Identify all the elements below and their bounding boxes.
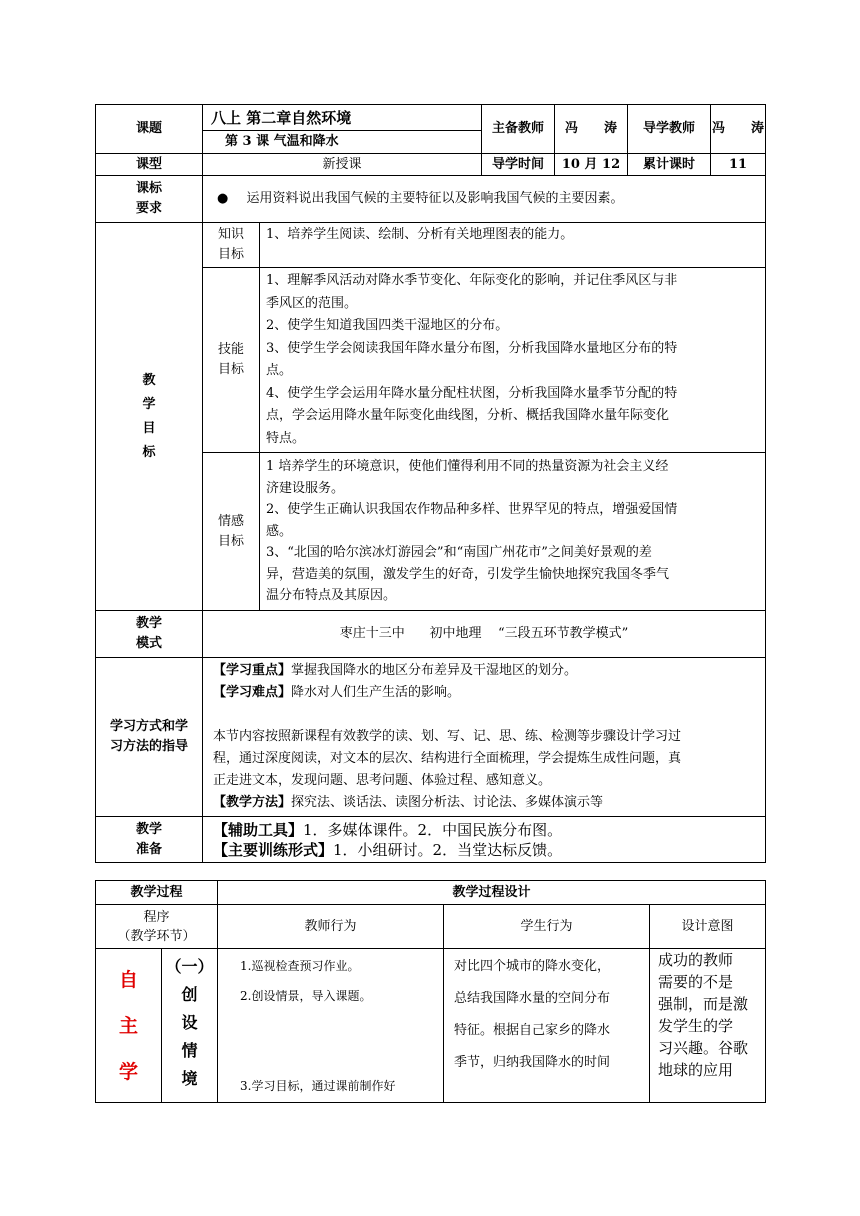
- col-teacher: 教师行为: [218, 905, 444, 949]
- total-hours-label: 累计课时: [628, 154, 711, 176]
- method-text: 【学习重点】掌握我国降水的地区分布差异及干湿地区的划分。 【学习难点】降水对人们生产生活的影响。 本节内容按照新课程有效教学的读、划、写、记、思、练、检测等步骤设计学习过 程，通过深度阅读，对文本的层次、结构进行全面梳理，学会提炼生成性问题，真 正走进文本，发现问题、思考问题、体验过程、感知意义。 【教学方法】探究法、谈话法、读图分析法、讨论法、多媒体演示等: [203, 658, 766, 817]
- main-teacher-label: 主备教师: [482, 105, 555, 154]
- stage-label: 自 主 学: [96, 949, 162, 1103]
- prep-text: 【辅助工具】1．多媒体课件。2．中国民族分布图。 【主要训练形式】1．小组研讨。2．当堂达标反馈。: [203, 817, 766, 863]
- mode-text: 枣庄十三中 初中地理 “三段五环节教学模式”: [203, 611, 766, 658]
- topic-sub: 第 3 课 气温和降水: [203, 131, 482, 154]
- lesson-plan-table: [95, 104, 766, 863]
- guide-teacher-label: 导学教师: [628, 105, 711, 154]
- skill-goal-text: 1、理解季风活动对降水季节变化、年际变化的影响，并记住季风区与非 季风区的范围。 2、使学生知道我国四类干湿地区的分布。 3、使学生学会阅读我国年降水量分布图，分析我国降水量地区分布的特 点。 4、使学生学会运用年降水量分配柱状图，分析我国降水量季节分配的特 点，学会运用降水量年际变化曲线图，分析、概括我国降水量年际变化 特点。: [260, 268, 766, 453]
- guide-teacher-name: 冯 涛: [711, 105, 766, 154]
- knowledge-goal-text: 1、培养学生阅读、绘制、分析有关地理图表的能力。: [260, 223, 766, 268]
- knowledge-goal-label: 知识 目标: [203, 223, 260, 268]
- total-hours: 11: [711, 154, 766, 176]
- standard-requirement: ● 运用资料说出我国气候的主要特征以及影响我国气候的主要因素。: [203, 176, 766, 223]
- goals-label: 教 学 目 标: [96, 223, 203, 611]
- process-header-right: 教学过程设计: [218, 881, 766, 905]
- emotion-goal-label: 情感 目标: [203, 453, 260, 611]
- bullet-icon: ●: [217, 191, 229, 206]
- standard-label: 课标 要求: [96, 176, 203, 223]
- student-actions: 对比四个城市的降水变化， 总结我国降水量的空间分布 特征。根据自己家乡的降水 季节，归纳我国降水的时间: [444, 949, 650, 1103]
- col-student: 学生行为: [444, 905, 650, 949]
- method-label: 学习方式和学 习方法的指导: [96, 658, 203, 817]
- step-label: （一） 创 设 情 境: [162, 949, 218, 1103]
- col-procedure: 程序 （教学环节）: [96, 905, 218, 949]
- guide-time: 10 月 12: [555, 154, 628, 176]
- teacher-actions: 1.巡视检查预习作业。 2.创设情景，导入课题。 3.学习目标，通过课前制作好: [218, 949, 444, 1103]
- type-value: 新授课: [203, 154, 482, 176]
- emotion-goal-text: 1 培养学生的环境意识，使他们懂得利用不同的热量资源为社会主义经 济建设服务。 2、使学生正确认识我国农作物品种多样、世界罕见的特点，增强爱国情 感。 3、“北国的哈尔滨冰灯游园会”和“南国广州花市”之间美好景观的差 异，营造美的氛围，激发学生的好奇，引发学生愉快地探究我国冬季气 温分布特点及其原因。: [260, 453, 766, 611]
- process-table: [95, 880, 766, 1103]
- type-label: 课型: [96, 154, 203, 176]
- design-intent: 成功的教师 需要的不是 强制，而是激 发学生的学 习兴趣。谷歌 地球的应用: [650, 949, 766, 1103]
- mode-label: 教学 模式: [96, 611, 203, 658]
- topic-main: 八上 第二章自然环境: [203, 105, 482, 131]
- topic-label: 课题: [96, 105, 203, 154]
- prep-label: 教学 准备: [96, 817, 203, 863]
- guide-time-label: 导学时间: [482, 154, 555, 176]
- col-intent: 设计意图: [650, 905, 766, 949]
- skill-goal-label: 技能 目标: [203, 268, 260, 453]
- process-header-left: 教学过程: [96, 881, 218, 905]
- main-teacher-name: 冯 涛: [555, 105, 628, 154]
